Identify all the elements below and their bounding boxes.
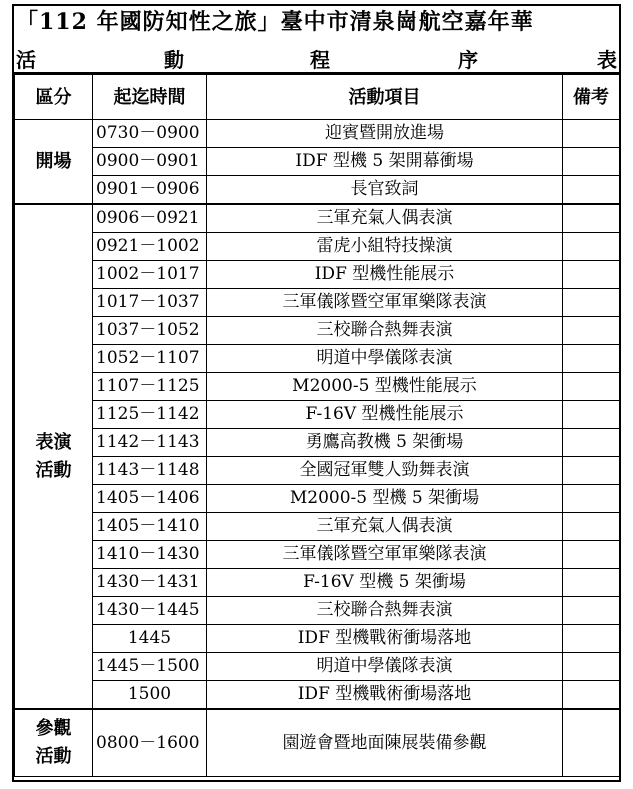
activity-cell: 長官致詞 [207,176,563,205]
time-cell: 0906－0921 [93,204,207,233]
activity-cell: F-16V 型機性能展示 [207,401,563,429]
column-header-note: 備考 [563,75,620,120]
activity-cell: IDF 型機 5 架開幕衝場 [207,148,563,176]
activity-cell: 雷虎小組特技操演 [207,233,563,261]
activity-cell: 三校聯合熱舞表演 [207,597,563,625]
time-cell: 1405－1410 [93,513,207,541]
activity-cell: 勇鷹高教機 5 架衝場 [207,429,563,457]
time-cell: 1410－1430 [93,541,207,569]
subtitle-char: 表 [597,48,617,72]
table-row [15,317,620,345]
table-row [15,709,620,777]
activity-cell: M2000-5 型機性能展示 [207,373,563,401]
column-header-category: 區分 [15,75,93,120]
column-header-time: 起迄時間 [93,75,207,120]
table-row [15,429,620,457]
category-label-line: 參觀 [35,718,72,739]
note-cell [563,429,620,457]
time-cell: 1037－1052 [93,317,207,345]
table-row [15,457,620,485]
note-cell [563,204,620,233]
subtitle-char: 活 [16,48,36,72]
page-title: 「112 年國防知性之旅」臺中市清泉崗航空嘉年華 [16,9,534,35]
activity-cell: M2000-5 型機 5 架衝場 [207,485,563,513]
activity-cell: 三軍充氣人偶表演 [207,513,563,541]
activity-cell: 三軍儀隊暨空軍軍樂隊表演 [207,289,563,317]
category-label-line: 活動 [35,459,72,481]
table-row [15,485,620,513]
time-cell: 1017－1037 [93,289,207,317]
note-cell [563,120,620,148]
subtitle-char: 動 [164,48,184,72]
table-row [15,513,620,541]
note-cell [563,597,620,625]
table-row [15,569,620,597]
table-row [15,681,620,710]
time-cell: 1125－1142 [93,401,207,429]
time-cell: 0921－1002 [93,233,207,261]
time-cell: 1405－1406 [93,485,207,513]
time-cell: 1002－1017 [93,261,207,289]
table-header-row [15,75,620,120]
note-cell [563,233,620,261]
table-row [15,261,620,289]
time-cell: 1142－1143 [93,429,207,457]
note-cell [563,569,620,597]
table-row [15,597,620,625]
table-row [15,625,620,653]
subtitle-char: 程 [310,48,330,72]
time-cell: 1107－1125 [93,373,207,401]
time-cell: 1445 [93,625,207,653]
table-row [15,204,620,233]
time-cell: 1430－1445 [93,597,207,625]
time-cell: 0900－0901 [93,148,207,176]
note-cell [563,148,620,176]
note-cell [563,681,620,710]
time-cell: 1430－1431 [93,569,207,597]
table-row [15,176,620,205]
note-cell [563,625,620,653]
note-cell [563,653,620,681]
category-label-line: 活動 [35,746,72,767]
schedule-table [14,74,620,777]
note-cell [563,541,620,569]
note-cell [563,373,620,401]
note-cell [563,261,620,289]
time-cell: 0800－1600 [93,709,207,777]
activity-cell: IDF 型機性能展示 [207,261,563,289]
table-row [15,120,620,148]
activity-cell: F-16V 型機 5 架衝場 [207,569,563,597]
activity-cell: 三軍充氣人偶表演 [207,204,563,233]
time-cell: 0730－0900 [93,120,207,148]
category-label-line: 表演 [35,431,72,453]
table-row [15,289,620,317]
activity-cell: 三軍儀隊暨空軍軍樂隊表演 [207,541,563,569]
activity-cell: IDF 型機戰術衝場落地 [207,681,563,710]
column-header-item: 活動項目 [207,75,563,120]
note-cell [563,289,620,317]
table-row [15,541,620,569]
activity-cell: 三校聯合熱舞表演 [207,317,563,345]
note-cell [563,345,620,373]
activity-cell: 明道中學儀隊表演 [207,345,563,373]
schedule-document [12,4,621,782]
time-cell: 1500 [93,681,207,710]
table-row [15,373,620,401]
note-cell [563,709,620,777]
category-cell [15,204,93,709]
table-row [15,401,620,429]
time-cell: 0901－0906 [93,176,207,205]
schedule-body [15,120,620,777]
note-cell [563,176,620,205]
activity-cell: 園遊會暨地面陳展裝備參觀 [207,709,563,777]
table-row [15,345,620,373]
note-cell [563,457,620,485]
note-cell [563,513,620,541]
activity-cell: IDF 型機戰術衝場落地 [207,625,563,653]
table-row [15,653,620,681]
time-cell: 1445－1500 [93,653,207,681]
table-row [15,233,620,261]
time-cell: 1143－1148 [93,457,207,485]
category-cell [15,709,93,777]
note-cell [563,317,620,345]
subtitle-char: 序 [458,48,478,72]
activity-cell: 全國冠軍雙人勁舞表演 [207,457,563,485]
note-cell [563,485,620,513]
note-cell [563,401,620,429]
category-cell: 開場 [15,120,93,205]
activity-cell: 明道中學儀隊表演 [207,653,563,681]
table-row [15,148,620,176]
activity-cell: 迎賓暨開放進場 [207,120,563,148]
page-subtitle [14,38,619,74]
time-cell: 1052－1107 [93,345,207,373]
